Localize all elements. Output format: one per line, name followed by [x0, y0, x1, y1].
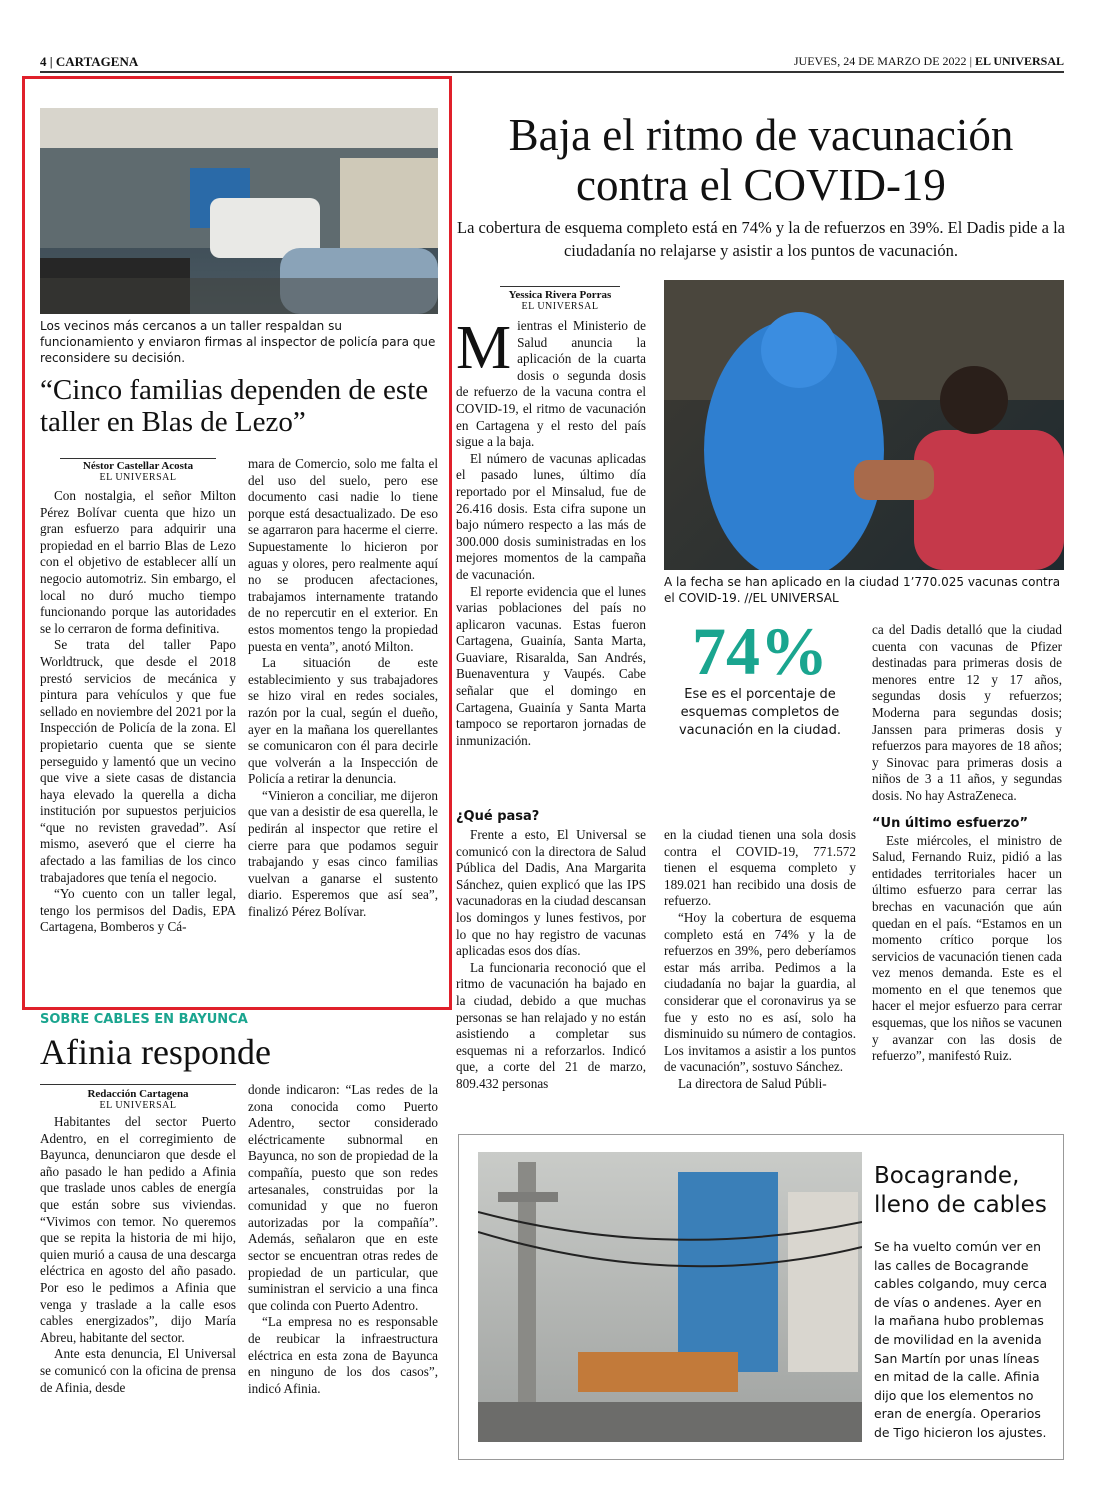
- bocagrande-photo: [478, 1152, 862, 1442]
- paragraph: El número de vacunas aplicadas el pasado lunes, último día reportado por el Minsalud, fue de 26.416 dosis. Esta cifra supone un bajo número respecto a las más de 300.000 dosis suministradas en los mejores momentos de la campaña de vacunación.: [456, 450, 646, 582]
- newspaper-name: EL UNIVERSAL: [974, 54, 1064, 68]
- bocagrande-text: Se ha vuelto común ver en las calles de Bocagrande cables colgando, muy cerca de vías o andenes. Ayer en la mañana hubo problemas de movilidad en la avenida San Martín por unas líneas en mitad de la calle. Afinia dijo que los elementos no eran de energía. Operarios de Tigo hicieron los ajustes.: [874, 1239, 1048, 1440]
- vacuna-outlet: EL UNIVERSAL: [521, 301, 599, 312]
- taller-byline: [40, 460, 236, 484]
- taller-author: Néstor Castellar Acosta: [82, 460, 194, 472]
- vacuna-photo-caption: A la fecha se han aplicado en la ciudad 1’770.025 vacunas contra el COVID-19. //EL UNIVERSAL: [664, 575, 1061, 605]
- afinia-author: Redacción Cartagena: [87, 1088, 189, 1100]
- vacuna-photo: [664, 280, 1064, 570]
- paragraph: “Yo cuento con un taller legal, tengo los permisos del Dadis, EPA Cartagena, Bomberos y Cá-: [40, 886, 236, 935]
- taller-photo: [40, 108, 438, 314]
- headline-line-2: contra el COVID-19: [576, 160, 946, 210]
- bocagrande-title: Bocagrande, lleno de cables: [874, 1163, 1047, 1218]
- vacuna-byline: [456, 289, 664, 313]
- afinia-outlet: EL UNIVERSAL: [99, 1100, 177, 1111]
- header-rule: [40, 71, 1064, 73]
- afinia-headline: Afinia responde: [40, 1032, 271, 1072]
- paragraph: El reporte evidencia que el lunes varias poblaciones del país no aplicaron vacunas. Estas fueron Cartagena, Guainía, Santa Marta, Guaviare, Risaralda, San Andrés, Buenaventura y Vaupés. Cabe señalar que el domingo en Cartagena, Guainía y Santa Marta tampoco se reportaron jornadas de inmunización.: [456, 583, 646, 748]
- section-name: CARTAGENA: [55, 54, 139, 69]
- taller-column-2: [248, 456, 438, 921]
- afinia-column-2: [248, 1082, 438, 1397]
- taller-headline: “Cinco familias dependen de este taller en Blas de Lezo”: [40, 374, 429, 438]
- byline-rule: [40, 1084, 236, 1085]
- page-number: 4: [40, 54, 47, 69]
- page-header-right: JUEVES, 24 DE MARZO DE 2022 | EL UNIVERSAL: [793, 54, 1064, 68]
- byline-rule: [500, 286, 620, 287]
- taller-outlet: EL UNIVERSAL: [99, 472, 177, 483]
- vacuna-deck: La cobertura de esquema completo está en 74% y la de refuerzos en 39%. El Dadis pide a la ciudadanía no relajarse y asistir a los puntos de vacunación.: [457, 218, 1065, 260]
- paragraph: La funcionaria reconoció que el ritmo de vacunación ha bajado en la ciudad, debido a que muchas personas se han relajado y no están asistiendo a completar sus esquemas ni a reforzarlos. Indicó que, a corte del 21 de marzo, 809.432 personas: [456, 959, 646, 1091]
- paragraph: ientras el Ministerio de Salud anuncia la aplicación de la cuarta dosis o segunda dosis de refuerzo de la vacuna contra el COVID-19, el ritmo de vacunación en Cartagena y el resto del país sigue a la baja.: [456, 318, 646, 450]
- vacuna-column-a: [456, 827, 646, 1093]
- garage-illustration: [40, 108, 438, 314]
- subhead-ultimo-esfuerzo: “Un último esfuerzo”: [872, 815, 1028, 831]
- street-cables-illustration: [478, 1152, 862, 1442]
- vacuna-column-1: [456, 314, 646, 749]
- page-header-left: 4 | CARTAGENA: [40, 54, 139, 69]
- paragraph: La situación de este establecimiento y sus trabajadores se hizo viral en redes sociales, razón por la cual, según el dueño, ayer en la mañana los querellantes se comunicaron con él para decirle que volverán a la Inspección de Policía a retirar la denuncia.: [248, 655, 438, 787]
- paragraph: “Hoy la cobertura de esquema completo está en 74% y la de refuerzos en 39%, pero deberíamos estar más arriba. Pedimos a la ciudadanía no bajar la guardia, al considerar que el coronavirus ya se fue y esto no es así, solo ha disminuido su número de contagios. Los invitamos a asistir a los puntos de vacunación”, sostuvo Sánchez.: [664, 909, 856, 1075]
- paragraph: Habitantes del sector Puerto Adentro, en el corregimiento de Bayunca, denunciaron que desde el año pasado le han pedido a Afinia que traslade unos cables de energía que están sobre sus viviendas. “Vivimos con temor. No queremos que se repita la historia de mi hijo, quien murió a causa de una descarga eléctrica en agosto del año pasado. Por eso le pedimos a Afinia que venga y traslade a la calle esos cables energizados”, dijo María Abreu, habitante del sector.: [40, 1114, 236, 1345]
- paragraph: ca del Dadis detalló que la ciudad cuenta con vacunas de Pfizer destinadas para primeras dosis de menores entre 12 y 17 años, segundas dosis y refuerzos; Moderna para segundas dosis; Janssen para primeras dosis y refuerzos para mayores de 18 años; y Sinovac para primeras dosis a niños de 3 a 11 años, y segundas dosis. No hay AstraZeneca.: [872, 622, 1062, 803]
- paragraph: “La empresa no es responsable de reubicar la infraestructura eléctrica en esta zona de Bayunca en ninguno de los dos casos”, indicó Afinia.: [248, 1314, 438, 1396]
- stat-box: [660, 613, 860, 740]
- paragraph: en la ciudad tienen una sola dosis contra el COVID-19, 771.572 tienen el esquema completo y 189.021 han recibido una dosis de refuerzo.: [664, 827, 856, 909]
- paragraph: donde indicaron: “Las redes de la zona conocida como Puerto Adentro, sector considerado eléctricamente subnormal en Bayunca, no son de propiedad de la compañía, puesto que son redes artesanales, construidas por la comunidad y que no fueron autorizadas por la compañía”. Además, señalaron que en este sector se encuentran otras redes de propiedad de un particular, que suministran el servicio a una finca que colinda con Puerto Adentro.: [248, 1082, 438, 1313]
- paragraph: mara de Comercio, solo me falta el del uso del suelo, pero ese documento casi nadie lo tiene porque está desactualizado. De eso se agarraron para hacerme el cierre. Supuestamente lo hicieron por aguas y olores, pero realmente aquí no se producen afectaciones, trabajamos internamente tratando de no repercutir en el exterior. En estos momentos tengo la propiedad puesta en venta”, anotó Milton.: [248, 456, 438, 654]
- byline-rule: [60, 458, 216, 459]
- subhead-que-pasa: ¿Qué pasa?: [456, 809, 540, 824]
- vacuna-right-column: [872, 622, 1062, 1065]
- afinia-byline: [40, 1088, 236, 1112]
- stat-value: 74%: [692, 613, 828, 689]
- vacuna-headline: [456, 110, 1066, 210]
- paragraph: La directora de Salud Públi-: [678, 1075, 827, 1091]
- afinia-column-1: [40, 1114, 236, 1396]
- afinia-kicker: SOBRE CABLES EN BAYUNCA: [40, 1012, 248, 1027]
- paragraph: “Vinieron a conciliar, me dijeron que van a desistir de esa querella, le pedirán al inspector que retire el cierre para que podamos seguir trabajando y esas cinco familias vuelvan a ganarse el sustento diario. Esperemos que así sea”, finalizó Pérez Bolívar.: [248, 787, 438, 920]
- stat-text: Ese es el porcentaje de esquemas completos de vacunación en la ciudad.: [678, 687, 842, 738]
- drop-cap: M: [456, 314, 512, 382]
- paragraph: Con nostalgia, el señor Milton Pérez Bolívar cuenta que hizo un gran esfuerzo para adquirir una propiedad en el barrio Blas de Lezo con el objetivo de establecer allí un negocio automotriz. Sin embargo, el local no duró mucho tiempo funcionando porque las autoridades se lo cerraron de forma definitiva.: [40, 488, 236, 636]
- taller-photo-caption: Los vecinos más cercanos a un taller respaldan su funcionamiento y enviaron firmas al inspector de policía para que reconsidere su decisión.: [40, 319, 436, 365]
- vacuna-column-b: [664, 827, 856, 1093]
- vacuna-author: Yessica Rivera Porras: [508, 289, 612, 301]
- vaccination-illustration: [664, 280, 1064, 570]
- paragraph: Se trata del taller Papo Worldtruck, que desde el 2018 prestó servicios de mecánica y pintura para vehículos y que fue sellado en noviembre del 2021 por la Inspección de Policía de la zona. El propietario cuenta que se siente perseguido y lamentó que un vecino que vive a siete casas de distancia haya elevado la querella a dicha institución por supuestos perjuicios “que no revisten gravedad”. Así mismo, aseveró que el cierre ha afectado a las familias de los cinco trabajadores que tenía el negocio.: [40, 637, 236, 885]
- paragraph: Este miércoles, el ministro de Salud, Fernando Ruiz, pidió a las entidades territoriales hacer un último esfuerzo para cerrar las brechas en vacunación que aún quedan en el país. “Estamos en un momento crítico porque los servicios de vacunación tienen cada vez menos demanda. Este es el momento en el que tenemos que hacer el mejor esfuerzo para cerrar esquemas, que los niños se vacunen y avanzar con las dosis de refuerzo”, manifestó Ruiz.: [872, 832, 1062, 1064]
- headline-line-1: Baja el ritmo de vacunación: [508, 110, 1014, 160]
- edition-date: JUEVES, 24 DE MARZO DE 2022: [793, 54, 967, 68]
- taller-column-1: [40, 488, 236, 936]
- paragraph: Frente a esto, El Universal se comunicó con la directora de Salud Pública del Dadis, Ana Margarita Sánchez, quien explicó que las IPS vacunadoras en la ciudad descansan los domingos y lunes festivos, por lo que no hay registro de vacunas aplicadas esos dos días.: [456, 827, 646, 959]
- paragraph: Ante esta denuncia, El Universal se comunicó con la oficina de prensa de Afinia, desde: [40, 1346, 236, 1395]
